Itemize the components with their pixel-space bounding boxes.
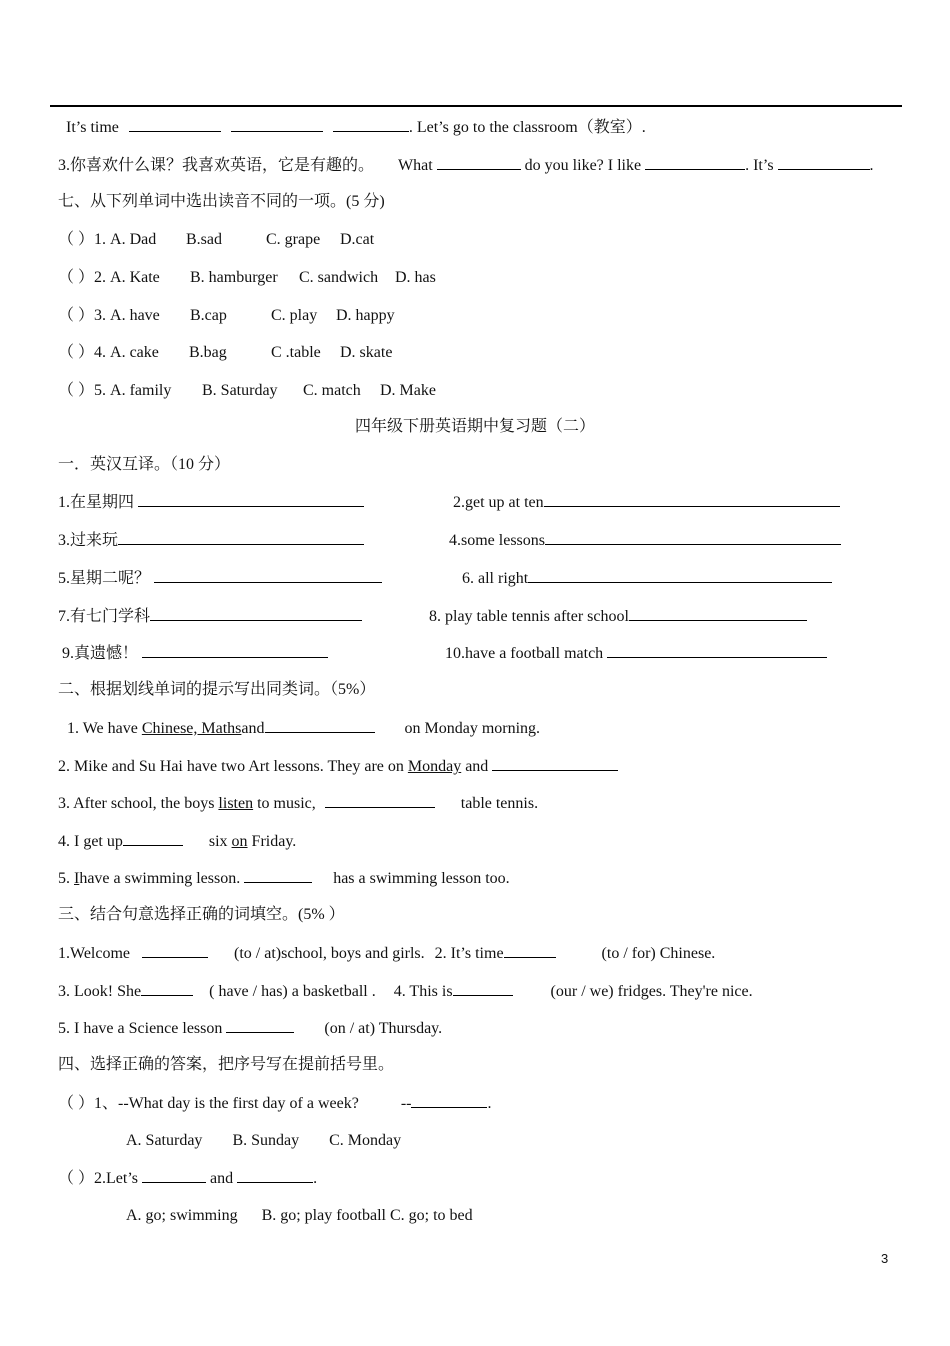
q-text: (on / at) Thursday. bbox=[324, 1020, 443, 1037]
option-c: C. grape bbox=[266, 231, 321, 248]
option-c: C. Monday bbox=[329, 1132, 402, 1149]
q-text: 5. bbox=[58, 870, 70, 887]
item-text: 9.真遗憾！ bbox=[62, 645, 139, 662]
q-text: 4. This is bbox=[393, 983, 453, 1000]
q-text: -- bbox=[400, 1095, 412, 1112]
q-text: table tennis. bbox=[460, 795, 539, 812]
item-text: 8. play table tennis after school bbox=[429, 608, 629, 625]
answer-blank[interactable] bbox=[528, 568, 832, 583]
exam-title: 四年级下册英语期中复习题（二） bbox=[354, 418, 595, 435]
s1-item-10 bbox=[445, 643, 827, 664]
option-d: D. has bbox=[395, 269, 436, 286]
underlined-word: I bbox=[74, 870, 80, 887]
answer-blank[interactable] bbox=[629, 606, 807, 621]
sec7-item-4 bbox=[58, 343, 393, 363]
prev-l2-c: . It’s bbox=[745, 157, 774, 174]
answer-blank[interactable] bbox=[504, 943, 556, 958]
q-text: 2. Mike and Su Hai have two Art lessons. They are on bbox=[58, 758, 404, 775]
answer-blank[interactable] bbox=[545, 530, 841, 545]
s1-item-4 bbox=[449, 530, 841, 551]
option-c: C. sandwich bbox=[299, 269, 379, 286]
sec7-item-2 bbox=[58, 268, 436, 288]
q-text: Friday. bbox=[251, 833, 297, 850]
q-text: 1、--What day is the first day of a week? bbox=[94, 1095, 359, 1112]
answer-blank[interactable] bbox=[150, 606, 362, 621]
s1-item-2 bbox=[453, 492, 840, 513]
option-a: 2. A. Kate bbox=[94, 269, 160, 286]
s2-q4 bbox=[58, 831, 296, 852]
sec7-item-1 bbox=[58, 230, 375, 250]
q-text: six bbox=[208, 833, 228, 850]
q-text: and bbox=[465, 758, 489, 775]
option-a: 3. A. have bbox=[94, 307, 160, 324]
option-b: B. Sunday bbox=[232, 1132, 300, 1149]
q-text: has a swimming lesson too. bbox=[333, 870, 510, 887]
prev-l2-a: What bbox=[398, 157, 433, 174]
q-text: to music, bbox=[257, 795, 316, 812]
option-d: D. Make bbox=[380, 382, 436, 399]
prev-l2-zh: 3.你喜欢什么课？我喜欢英语，它是有趣的。 bbox=[58, 157, 375, 174]
item-text: 1.在星期四 bbox=[58, 494, 135, 511]
answer-blank[interactable] bbox=[123, 831, 183, 846]
underlined-word: Monday bbox=[407, 758, 462, 775]
prev-l1-end: . Let’s go to the classroom（教室）. bbox=[408, 119, 646, 136]
s1-item-1 bbox=[58, 492, 364, 513]
option-a: 4. A. cake bbox=[94, 344, 159, 361]
underlined-word: on bbox=[231, 833, 248, 850]
section7-title: 七、从下列单词中选出读音不同的一项。(5 分) bbox=[58, 193, 385, 210]
page-number: 3 bbox=[881, 1251, 889, 1266]
prev-line-1 bbox=[66, 117, 646, 138]
q-text: (to / for) Chinese. bbox=[601, 945, 716, 962]
q-text: on Monday morning. bbox=[404, 720, 541, 737]
q-text: . bbox=[487, 1095, 492, 1112]
answer-paren[interactable]: （ ） bbox=[58, 269, 95, 286]
answer-blank[interactable] bbox=[544, 492, 840, 507]
option-a: A. Saturday bbox=[126, 1132, 203, 1149]
option-a: 5. A. family bbox=[94, 382, 172, 399]
item-text: 2.get up at ten bbox=[453, 494, 544, 511]
item-text: 3.过来玩 bbox=[58, 532, 119, 549]
answer-blank[interactable] bbox=[142, 943, 208, 958]
answer-blank[interactable] bbox=[129, 117, 221, 132]
answer-blank[interactable] bbox=[138, 492, 364, 507]
s1-item-7 bbox=[58, 606, 362, 627]
section3-title: 三、结合句意选择正确的词填空。(5% ） bbox=[58, 906, 345, 923]
option-c: C. match bbox=[303, 382, 361, 399]
s4-q1-options bbox=[126, 1131, 401, 1151]
s2-q3 bbox=[58, 793, 538, 814]
answer-blank[interactable] bbox=[325, 793, 435, 808]
s1-item-6 bbox=[462, 568, 832, 589]
option-b: B. Saturday bbox=[202, 382, 278, 399]
q-text: ( have / has) a basketball . bbox=[209, 983, 376, 1000]
option-d: D. happy bbox=[336, 307, 395, 324]
prev-line-2 bbox=[58, 155, 874, 176]
answer-paren[interactable]: （ ） bbox=[58, 1095, 95, 1112]
answer-blank[interactable] bbox=[231, 117, 323, 132]
q-text: and bbox=[210, 1170, 234, 1187]
q-text: 3. Look! She bbox=[58, 983, 142, 1000]
answer-blank[interactable] bbox=[118, 530, 364, 545]
answer-paren[interactable]: （ ） bbox=[58, 382, 95, 399]
section2-title: 二、根据划线单词的提示写出同类词。（5%） bbox=[58, 681, 376, 698]
option-a: 1. A. Dad bbox=[94, 231, 157, 248]
answer-blank[interactable] bbox=[265, 718, 375, 733]
answer-blank[interactable] bbox=[226, 1018, 294, 1033]
item-text: 4.some lessons bbox=[449, 532, 545, 549]
answer-blank[interactable] bbox=[244, 868, 312, 883]
q-text: 5. I have a Science lesson bbox=[58, 1020, 223, 1037]
option-b: B. hamburger bbox=[190, 269, 278, 286]
answer-blank[interactable] bbox=[142, 1168, 206, 1183]
q-text: and bbox=[241, 720, 265, 737]
q-text: 3. After school, the boys bbox=[58, 795, 215, 812]
answer-paren[interactable]: （ ） bbox=[58, 307, 95, 324]
s1-item-9 bbox=[62, 643, 328, 664]
s3-q1 bbox=[58, 943, 715, 964]
q-text: 4. I get up bbox=[58, 833, 123, 850]
answer-blank[interactable] bbox=[142, 643, 328, 658]
sec7-item-3 bbox=[58, 306, 395, 326]
answer-blank[interactable] bbox=[237, 1168, 313, 1183]
section4-title: 四、选择正确的答案，把序号写在提前括号里。 bbox=[58, 1056, 395, 1073]
answer-blank[interactable] bbox=[411, 1093, 487, 1108]
underlined-word: Chinese, Maths bbox=[141, 720, 242, 737]
option-c: C .table bbox=[271, 344, 321, 361]
s4-q2 bbox=[58, 1168, 317, 1189]
s3-q5 bbox=[58, 1018, 442, 1039]
option-b: B.bag bbox=[189, 344, 227, 361]
q-text: (our / we) fridges. They're nice. bbox=[550, 983, 753, 1000]
answer-paren[interactable]: （ ） bbox=[58, 344, 95, 361]
s1-item-8 bbox=[429, 606, 807, 627]
prev-l2-d: . bbox=[869, 157, 874, 174]
section1-title: 一．英汉互译。（10 分） bbox=[58, 456, 231, 473]
option-c: C. play bbox=[271, 307, 318, 324]
option-d: D.cat bbox=[340, 231, 375, 248]
q-text: (to / at)school, boys and girls. bbox=[234, 945, 425, 962]
underlined-word: listen bbox=[218, 795, 254, 812]
s1-item-5 bbox=[58, 568, 382, 589]
q-text: 1.Welcome bbox=[58, 945, 131, 962]
item-text: 6. all right bbox=[462, 570, 529, 587]
answer-blank[interactable] bbox=[437, 155, 521, 170]
q-text: have a swimming lesson. bbox=[79, 870, 241, 887]
s3-q3 bbox=[58, 981, 753, 1002]
answer-paren[interactable]: （ ） bbox=[58, 1170, 95, 1187]
s1-item-3 bbox=[58, 530, 364, 551]
answer-blank[interactable] bbox=[154, 568, 382, 583]
prev-l1-text: It’s time bbox=[66, 119, 119, 136]
answer-blank[interactable] bbox=[141, 981, 193, 996]
prev-l2-b: do you like? I like bbox=[524, 157, 642, 174]
answer-blank[interactable] bbox=[453, 981, 513, 996]
s2-q5 bbox=[58, 868, 510, 889]
option-b: B.cap bbox=[190, 307, 227, 324]
q-text: 1. We have bbox=[67, 720, 138, 737]
s4-q1 bbox=[58, 1093, 491, 1114]
answer-blank[interactable] bbox=[607, 643, 827, 658]
answer-blank[interactable] bbox=[645, 155, 745, 170]
answer-paren[interactable]: （ ） bbox=[58, 231, 95, 248]
s4-q2-options: A. go; swimming B. go; play football C. go; to bed bbox=[126, 1207, 473, 1224]
option-b: B.sad bbox=[186, 231, 222, 248]
s2-q2 bbox=[58, 756, 618, 777]
q-text: 2.Let’s bbox=[94, 1170, 139, 1187]
header-rule bbox=[50, 105, 902, 107]
q-text: . bbox=[313, 1170, 318, 1187]
option-d: D. skate bbox=[340, 344, 393, 361]
item-text: 5.星期二呢？ bbox=[58, 570, 151, 587]
answer-blank[interactable] bbox=[333, 117, 409, 132]
item-text: 10.have a football match bbox=[445, 645, 604, 662]
sec7-item-5 bbox=[58, 381, 436, 401]
answer-blank[interactable] bbox=[492, 756, 618, 771]
item-text: 7.有七门学科 bbox=[58, 608, 151, 625]
q-text: 2. It’s time bbox=[434, 945, 504, 962]
answer-blank[interactable] bbox=[778, 155, 870, 170]
s2-q1 bbox=[67, 718, 540, 739]
